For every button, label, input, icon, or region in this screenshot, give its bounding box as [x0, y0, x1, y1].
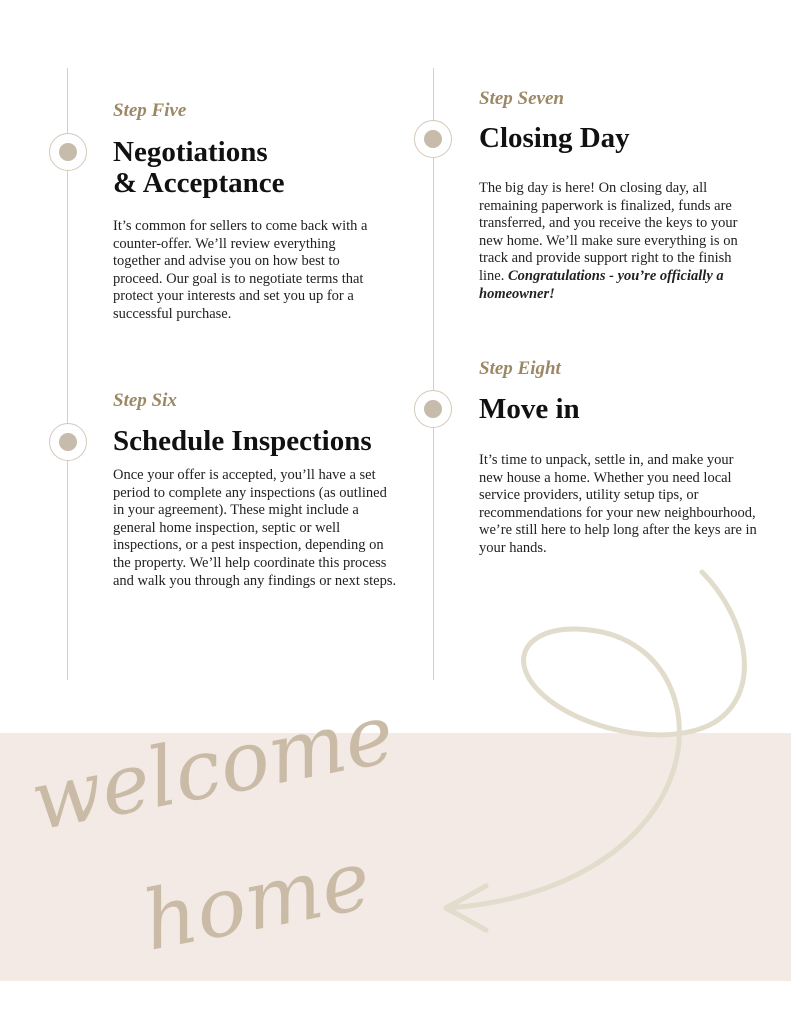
- marker-dot: [424, 400, 442, 418]
- step-seven-body-emphasis: Congratulations - you’re officially a homeowner!: [479, 267, 724, 302]
- step-seven-body-text: The big day is here! On closing day, all remaining paperwork is finalized, funds are transferred, and you receive the keys to your new home. We’ll make sure everything is on track and provide support right to the finish line.: [479, 180, 738, 284]
- timeline-marker-step-seven: [414, 120, 452, 158]
- step-five-body: It’s common for sellers to come back with a counter-offer. We’ll review everything together and advise you on how best to proceed. Our goal is to negotiate terms that protect your interests and set you up for a successful purchase.: [113, 218, 368, 322]
- script-welcome: welcome: [23, 686, 402, 850]
- step-six-body: Once your offer is accepted, you’ll have a set period to complete any inspections (as outlined in your agreement). These might include a general home inspection, septic or well inspections, or a pest inspection, depending on the property. We’ll help coordinate this process and walk you through any findings or next steps.: [113, 467, 397, 589]
- timeline-marker-step-eight: [414, 390, 452, 428]
- welcome-band: [0, 733, 791, 981]
- step-six-label: Step Six: [113, 390, 177, 411]
- marker-dot: [424, 130, 442, 148]
- step-five-title: Negotiations & Acceptance: [113, 136, 285, 199]
- step-seven-title: Closing Day: [479, 122, 630, 154]
- timeline-marker-step-six: [49, 423, 87, 461]
- step-eight-title: Move in: [479, 393, 580, 425]
- timeline-marker-step-five: [49, 133, 87, 171]
- marker-dot: [59, 433, 77, 451]
- step-five-label: Step Five: [113, 100, 187, 121]
- step-eight-body: It’s time to unpack, settle in, and make your new house a home. Whether you need local service providers, utility setup tips, or recommendations for your new neighbourhood, we’re still here to help long after the keys are in your hands.: [479, 452, 757, 556]
- step-seven-body: [479, 180, 757, 303]
- step-eight-label: Step Eight: [479, 358, 561, 379]
- marker-dot: [59, 143, 77, 161]
- step-seven-label: Step Seven: [479, 88, 564, 109]
- script-home: home: [135, 832, 379, 970]
- timeline-line-right: [433, 68, 434, 680]
- step-six-title: Schedule Inspections: [113, 425, 372, 457]
